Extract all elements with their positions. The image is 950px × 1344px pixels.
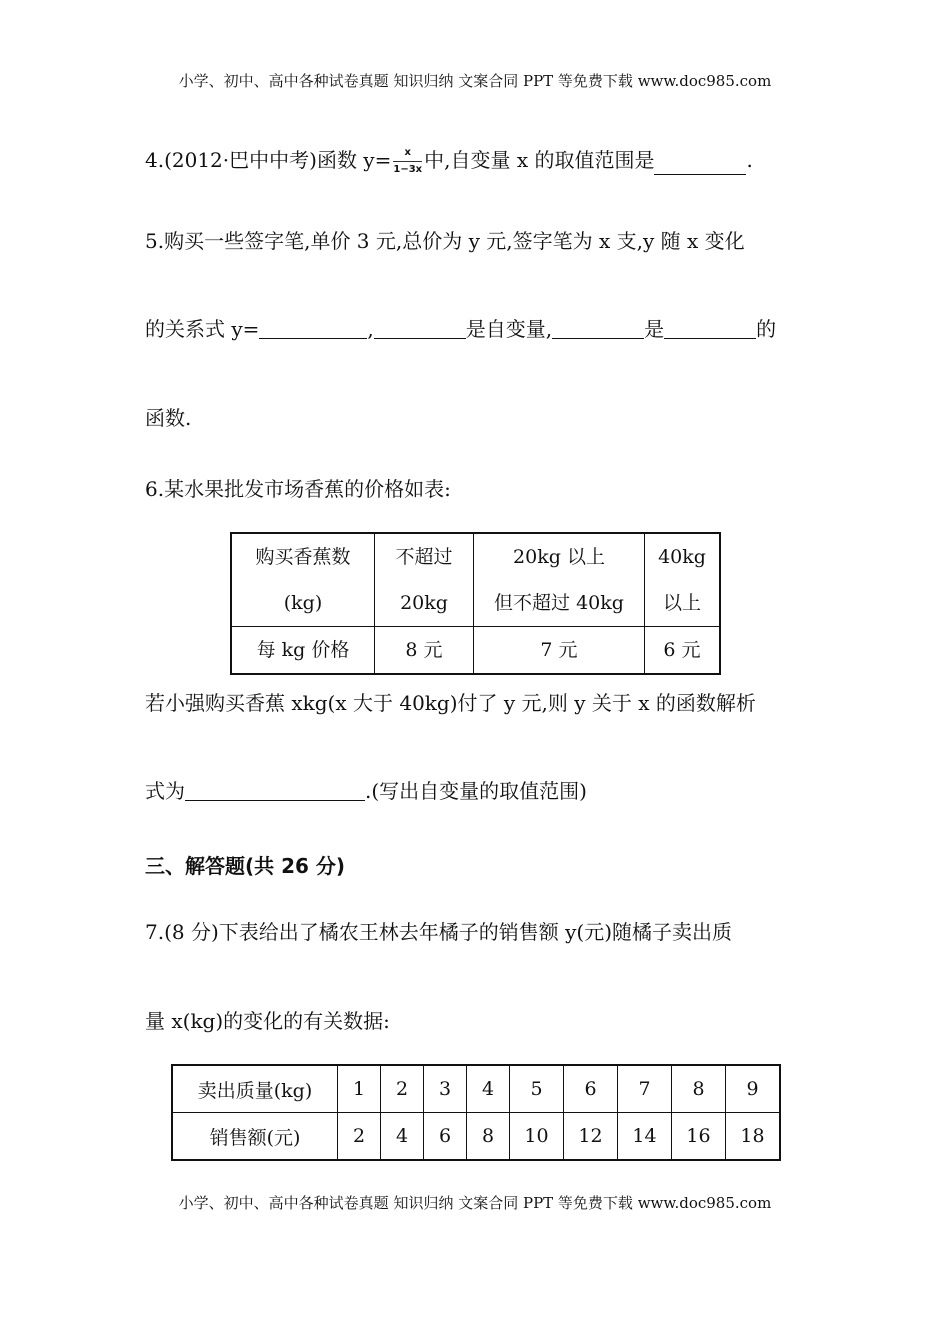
table-row [172, 1113, 780, 1161]
page-header: 小学、初中、高中各种试卷真题 知识归纳 文案合同 PPT 等免费下载 www.doc985.com [178, 72, 772, 90]
table-cell: 18 [726, 1113, 781, 1161]
q5-text-a: 的关系式 y= [145, 317, 260, 341]
table-cell: 6 [424, 1113, 467, 1161]
q7-line-1: 7.(8 分)下表给出了橘农王林去年橘子的销售额 y(元)随橘子卖出质 [145, 920, 733, 944]
q6-line-2 [145, 780, 587, 801]
page-footer: 小学、初中、高中各种试卷真题 知识归纳 文案合同 PPT 等免费下载 www.doc985.com [178, 1194, 772, 1212]
table-row [231, 627, 720, 675]
answer-blank-q5-2[interactable] [374, 318, 466, 339]
fraction [393, 148, 422, 175]
table-cell: 2 [381, 1065, 424, 1113]
q5-text-e: 的 [756, 317, 777, 341]
q5-line-1: 5.购买一些签字笔,单价 3 元,总价为 y 元,签字笔为 x 支,y 随 x 变化 [145, 229, 745, 253]
q6-line-1: 若小强购买香蕉 xkg(x 大于 40kg)付了 y 元,则 y 关于 x 的函数解析 [145, 691, 756, 715]
q5-text-d: 是 [644, 317, 665, 341]
answer-blank-q4[interactable] [654, 154, 746, 175]
table-cell: 16 [672, 1113, 726, 1161]
answer-blank-q5-4[interactable] [664, 318, 756, 339]
q4-suffix: 中,自变量 x 的取值范围是 [424, 148, 655, 172]
q4-end: . [746, 148, 753, 172]
q4-prefix: 4.(2012·巴中中考)函数 y= [145, 148, 392, 172]
question-4 [145, 148, 753, 175]
fraction-denominator: 1−3x [393, 164, 423, 175]
q6-text-b: .(写出自变量的取值范围) [365, 779, 587, 803]
table-cell: 12 [564, 1113, 618, 1161]
q5-line-3: 函数. [145, 406, 192, 430]
table-cell: 9 [726, 1065, 781, 1113]
table-cell: 4 [467, 1065, 510, 1113]
table-cell: 8 元 [375, 627, 474, 675]
sales-table [171, 1064, 781, 1161]
table-cell: 8 [672, 1065, 726, 1113]
table-cell: 14 [618, 1113, 672, 1161]
table-cell: 7 元 [474, 627, 645, 675]
table-cell: 6 元 [645, 627, 721, 675]
fraction-numerator: x [393, 148, 422, 162]
table-cell: 5 [510, 1065, 564, 1113]
q6-intro: 6.某水果批发市场香蕉的价格如表: [145, 477, 451, 501]
table-cell: 不超过 20kg [375, 533, 474, 627]
section-title: 三、解答题(共 26 分) [145, 854, 346, 878]
table-cell: 8 [467, 1113, 510, 1161]
table-cell: 购买香蕉数 (kg) [231, 533, 375, 627]
price-table [230, 532, 721, 675]
table-cell: 20kg 以上 但不超过 40kg [474, 533, 645, 627]
table-cell: 每 kg 价格 [231, 627, 375, 675]
table-cell: 1 [338, 1065, 381, 1113]
answer-blank-q5-1[interactable] [259, 318, 367, 339]
table-cell: 销售额(元) [172, 1113, 338, 1161]
q5-text-b: , [367, 317, 374, 341]
answer-blank-q6[interactable] [185, 780, 365, 801]
table-cell: 7 [618, 1065, 672, 1113]
q6-text-a: 式为 [145, 779, 185, 803]
table-cell: 3 [424, 1065, 467, 1113]
table-cell: 10 [510, 1113, 564, 1161]
q5-text-c: 是自变量, [465, 317, 553, 341]
answer-blank-q5-3[interactable] [552, 318, 644, 339]
table-cell: 卖出质量(kg) [172, 1065, 338, 1113]
table-cell: 6 [564, 1065, 618, 1113]
q5-line-2 [145, 318, 776, 339]
table-row [231, 533, 720, 627]
table-cell: 40kg 以上 [645, 533, 721, 627]
table-row [172, 1065, 780, 1113]
table-cell: 2 [338, 1113, 381, 1161]
table-cell: 4 [381, 1113, 424, 1161]
q7-line-2: 量 x(kg)的变化的有关数据: [145, 1009, 390, 1033]
